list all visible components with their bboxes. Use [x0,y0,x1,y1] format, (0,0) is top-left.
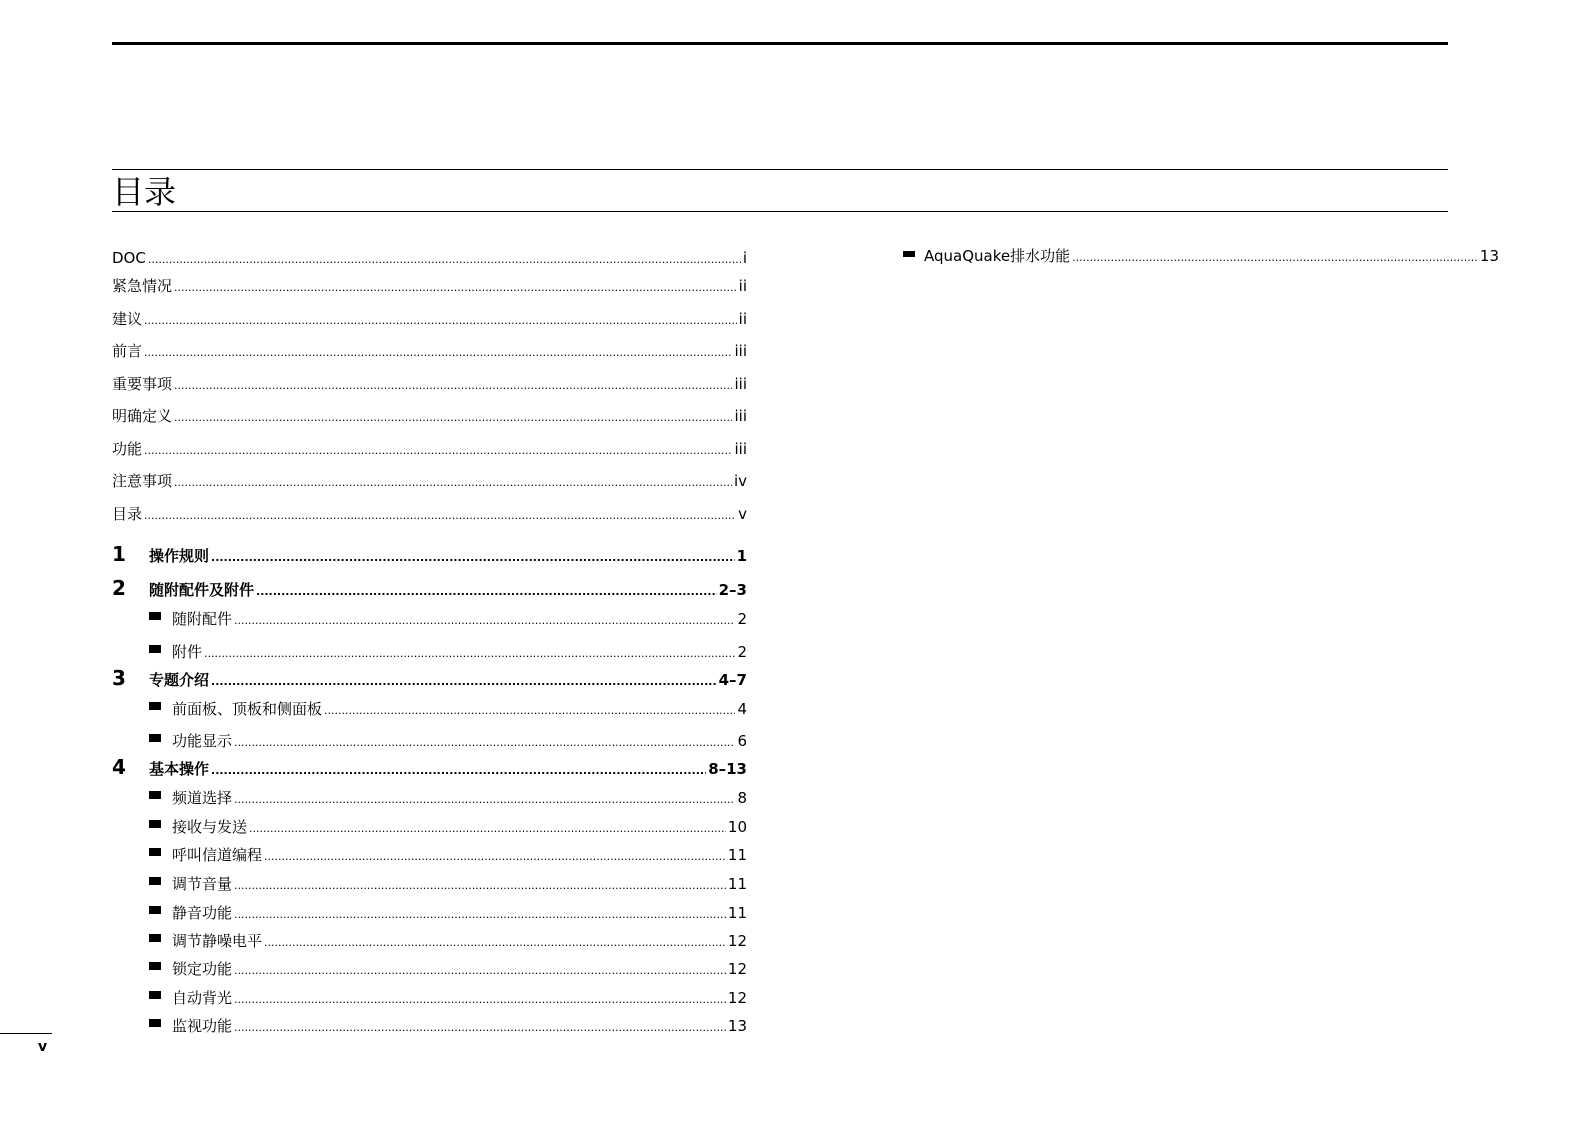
toc-entry-label: 附件 [172,643,203,661]
toc-subentry[interactable] [149,987,747,1009]
toc-entry-label: AquaQuake排水功能 [924,247,1071,265]
dot-leader [234,958,726,982]
chapter-number: 2 [112,576,126,600]
title-rule-top [112,169,1448,170]
toc-entry[interactable] [112,275,747,297]
toc-subentry[interactable] [149,730,747,752]
toc-entry-page: iii [734,375,747,393]
toc-subentry[interactable] [149,930,747,952]
chapter-label: 专题介绍 [149,671,210,689]
toc-entry-label: 静音功能 [172,904,233,922]
toc-entry-label: DOC [112,249,146,267]
dot-leader [234,787,735,811]
square-bullet-icon [149,1019,161,1027]
dot-leader [249,816,726,840]
dot-leader [174,373,732,397]
toc-entry-page: 2 [737,643,747,661]
toc-subentry[interactable] [149,1015,747,1037]
top-rule [112,42,1448,45]
toc-entry-page: 6 [737,732,747,750]
toc-entry-page: 4 [737,700,747,718]
toc-entry-page: ii [738,277,747,295]
toc-chapter-1[interactable] [112,543,747,565]
toc-entry-label: 监视功能 [172,1017,233,1035]
toc-subentry[interactable] [149,787,747,809]
toc-entry-page: 11 [727,875,747,893]
toc-entry-page: 12 [727,960,747,978]
toc-entry[interactable] [112,405,747,427]
toc-entry[interactable] [112,373,747,395]
dot-leader [148,247,741,271]
toc-entry-label: 自动背光 [172,989,233,1007]
dot-leader [234,987,726,1011]
toc-entry-page: 12 [727,989,747,1007]
chapter-page: 8–13 [708,760,747,778]
toc-entry-label: 目录 [112,505,143,523]
chapter-number: 3 [112,666,126,690]
dot-leader [204,641,735,665]
toc-entry-doc[interactable] [112,247,747,269]
dot-leader [264,930,726,954]
toc-entry-page: 13 [727,1017,747,1035]
toc-subentry[interactable] [149,816,747,838]
square-bullet-icon [149,906,161,914]
dot-leader [144,340,732,364]
toc-entry-label: 建议 [112,310,143,328]
chapter-label: 基本操作 [149,760,210,778]
toc-entry[interactable] [112,503,747,525]
toc-entry-label: 前言 [112,342,143,360]
square-bullet-icon [149,962,161,970]
chapter-label: 随附配件及附件 [149,581,255,599]
dot-leader [211,669,717,693]
chapter-number: 4 [112,755,126,779]
dot-leader [234,608,735,632]
toc-entry-label: 呼叫信道编程 [172,846,263,864]
toc-entry-label: 接收与发送 [172,818,248,836]
toc-entry-label: 调节静噪电平 [172,932,263,950]
toc-chapter-3[interactable] [112,667,747,689]
dot-leader [174,275,737,299]
toc-entry-page: v [738,505,747,523]
toc-entry-label: 随附配件 [172,610,233,628]
chapter-page: 1 [736,547,747,565]
toc-entry-label: 重要事项 [112,375,173,393]
chapter-page: 2–3 [718,581,747,599]
square-bullet-icon [149,877,161,885]
toc-chapter-2[interactable] [112,577,747,599]
chapter-page: 4–7 [718,671,747,689]
toc-chapter-4[interactable] [112,756,747,778]
dot-leader [144,503,736,527]
toc-entry-label: 注意事项 [112,472,173,490]
toc-subentry[interactable] [149,902,747,924]
chapter-number: 1 [112,542,126,566]
dot-leader [256,579,717,603]
dot-leader [234,730,735,754]
toc-entry-page: i [742,249,747,267]
toc-entry-label: 调节音量 [172,875,233,893]
square-bullet-icon [149,848,161,856]
toc-entry-page: iii [734,440,747,458]
toc-entry-label: 前面板、顶板和侧面板 [172,700,323,718]
toc-entry-page: 2 [737,610,747,628]
footer-rule [0,1033,52,1034]
dot-leader [174,470,732,494]
toc-entry-page: iii [734,342,747,360]
toc-entry-page: iii [734,407,747,425]
toc-subentry[interactable] [149,844,747,866]
toc-entry-label: 明确定义 [112,407,173,425]
toc-entry[interactable] [112,308,747,330]
toc-subentry[interactable] [903,245,1499,267]
toc-entry-page: 10 [727,818,747,836]
toc-subentry[interactable] [149,958,747,980]
square-bullet-icon [149,820,161,828]
square-bullet-icon [149,645,161,653]
toc-entry-label: 频道选择 [172,789,233,807]
dot-leader [144,438,732,462]
dot-leader [234,902,726,926]
square-bullet-icon [149,702,161,710]
dot-leader [324,698,735,722]
title-rule-bottom [112,211,1448,212]
square-bullet-icon [149,612,161,620]
toc-entry-page: iv [733,472,747,490]
toc-entry-page: 8 [737,789,747,807]
dot-leader [1072,245,1478,269]
square-bullet-icon [903,251,915,257]
dot-leader [211,758,706,782]
toc-entry-page: 11 [727,904,747,922]
toc-entry-page: 12 [727,932,747,950]
chapter-label: 操作规则 [149,547,210,565]
dot-leader [234,1015,726,1039]
toc-subentry[interactable] [149,608,747,630]
toc-entry[interactable] [112,470,747,492]
square-bullet-icon [149,934,161,942]
toc-entry-label: 紧急情况 [112,277,173,295]
page-title: 目录 [112,173,177,211]
toc-entry-label: 锁定功能 [172,960,233,978]
square-bullet-icon [149,734,161,742]
dot-leader [174,405,732,429]
toc-entry-label: 功能显示 [172,732,233,750]
square-bullet-icon [149,991,161,999]
page-number: v [38,1039,48,1055]
toc-entry-label: 功能 [112,440,143,458]
toc-subentry[interactable] [149,698,747,720]
dot-leader [144,308,737,332]
dot-leader [211,545,735,569]
toc-entry[interactable] [112,438,747,460]
dot-leader [234,873,726,897]
square-bullet-icon [149,791,161,799]
toc-subentry[interactable] [149,641,747,663]
toc-entry[interactable] [112,340,747,362]
toc-subentry[interactable] [149,873,747,895]
toc-entry-page: ii [738,310,747,328]
toc-entry-page: 11 [727,846,747,864]
dot-leader [264,844,726,868]
toc-entry-page: 13 [1479,247,1499,265]
